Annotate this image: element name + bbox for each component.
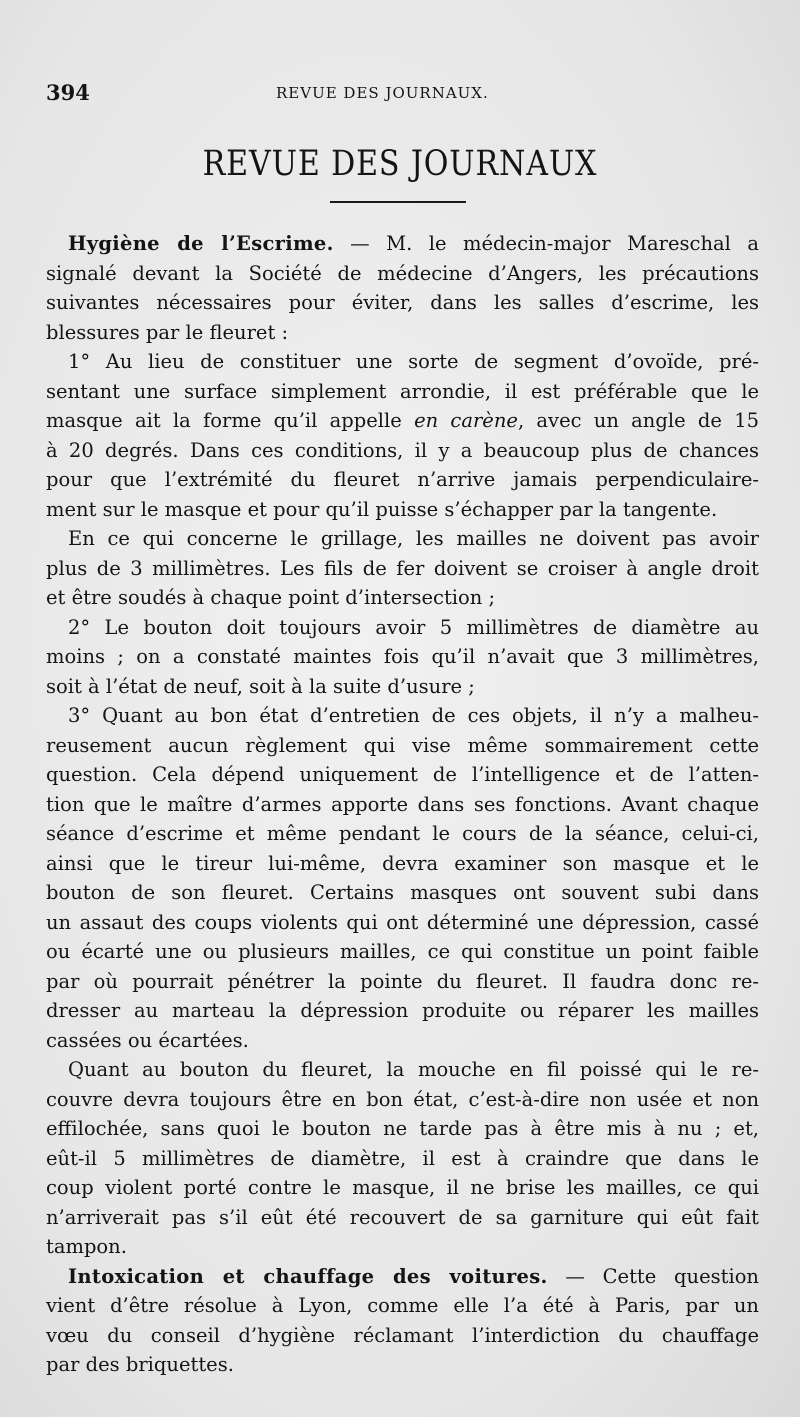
text-line: 3° Quant au bon état d’entretien de ces objets, il n’y a malheu- (68, 704, 759, 727)
section-title: REVUE DES JOURNAUX (202, 144, 598, 184)
text-line: Quant au bouton du fleuret, la mouche en fil poissé qui le re- (68, 1058, 759, 1081)
text-line: signalé devant la Société de médecine d’Angers, les précautions (46, 261, 759, 285)
text-line: vœu du conseil d’hygiène réclamant l’interdiction du chauffage (46, 1323, 759, 1347)
italic-term: en carène (414, 409, 518, 432)
paragraph-point-2 (46, 613, 759, 702)
text-line: sentant une surface simplement arrondie, il est préférable que le (46, 379, 759, 403)
text-line: effilochée, sans quoi le bouton ne tarde pas à être mis à nu ; et, (46, 1117, 759, 1140)
running-head (46, 80, 760, 110)
text-line: suivantes nécessaires pour éviter, dans les salles d’escrime, les (46, 291, 759, 314)
text-line: et être soudés à chaque point d’intersection ; (46, 586, 496, 609)
text-line: séance d’escrime et même pendant le cours de la séance, celui-ci, (46, 822, 759, 845)
text-line: vient d’être résolue à Lyon, comme elle l’a été à Paris, par un (46, 1294, 759, 1317)
text-line: En ce qui concerne le grillage, les mailles ne doivent pas avoir (68, 527, 759, 550)
paragraph-intoxication (46, 1262, 759, 1380)
text-line: 2° Le bouton doit toujours avoir 5 millimètres de diamètre au (68, 615, 759, 639)
text-line: couvre devra toujours être en bon état, c’est-à-dire non usée et non (46, 1087, 759, 1111)
text-line: reusement aucun règlement qui vise même sommairement cette (46, 733, 759, 757)
text-line: question. Cela dépend uniquement de l’intelligence et de l’atten- (46, 763, 759, 786)
text-line: tampon. (46, 1235, 127, 1258)
text-line: soit à l’état de neuf, soit à la suite d’usure ; (46, 674, 475, 698)
paragraph-heading: Intoxication et chauffage des voitures. (68, 1264, 548, 1288)
page-number: 394 (46, 80, 90, 105)
text-line: dresser au marteau la dépression produite ou réparer les mailles (46, 999, 759, 1022)
text-line: n’arriverait pas s’il eût été recouvert de sa garniture qui eût fait (46, 1205, 759, 1229)
text-line: cassées ou écartées. (46, 1028, 249, 1052)
text-line: tion que le maître d’armes apporte dans ses fonctions. Avant chaque (46, 792, 759, 816)
text-line: coup violent porté contre le masque, il ne brise les mailles, ce qui (46, 1176, 759, 1199)
text-line: à 20 degrés. Dans ces conditions, il y a beaucoup plus de chances (46, 438, 759, 462)
text-line: par des briquettes. (46, 1353, 234, 1376)
text-line: 1° Au lieu de constituer une sorte de segment d’ovoïde, pré- (68, 350, 759, 373)
title-rule (330, 201, 466, 203)
text-line: ment sur le masque et pour qu’il puisse s’échapper par la tangente. (46, 497, 718, 521)
text-line: pour que l’extrémité du fleuret n’arrive jamais perpendiculaire- (46, 468, 759, 491)
text-line: bouton de son fleuret. Certains masques ont souvent subi dans (46, 881, 759, 904)
paragraph-point-1 (46, 347, 759, 524)
article-body (46, 229, 759, 1380)
text-line: eût-il 5 millimètres de diamètre, il est à craindre que dans le (46, 1146, 759, 1170)
text-line: moins ; on a constaté maintes fois qu’il n’avait que 3 millimètres, (46, 645, 759, 668)
text-line: un assaut des coups violents qui ont déterminé une dépression, cassé (46, 910, 759, 934)
text-line: par où pourrait pénétrer la pointe du fleuret. Il faudra donc re- (46, 969, 759, 993)
line-text: — Cette question (547, 1264, 759, 1288)
text-line: plus de 3 millimètres. Les fils de fer doivent se croiser à angle droit (46, 556, 759, 580)
text-line (46, 1262, 759, 1292)
paragraph-grillage (46, 524, 759, 613)
paragraph-heading: Hygiène de l’Escrime. (68, 232, 334, 255)
text-line (46, 229, 759, 259)
line-text: — M. le médecin-major Mareschal a (333, 232, 759, 255)
text-line: ou écarté une ou plusieurs mailles, ce qui constitue un point faible (46, 940, 759, 963)
paragraph-point-3 (46, 701, 759, 1055)
text-line: masque ait la forme qu’il appelle en carène, avec un angle de 15 (46, 409, 760, 432)
text-line: blessures par le fleuret : (46, 320, 289, 344)
text-line: ainsi que le tireur lui-même, devra examiner son masque et le (46, 851, 759, 875)
paragraph-bouton (46, 1055, 759, 1262)
paragraph-escrime-intro (46, 229, 759, 347)
running-title: REVUE DES JOURNAUX. (276, 84, 489, 102)
